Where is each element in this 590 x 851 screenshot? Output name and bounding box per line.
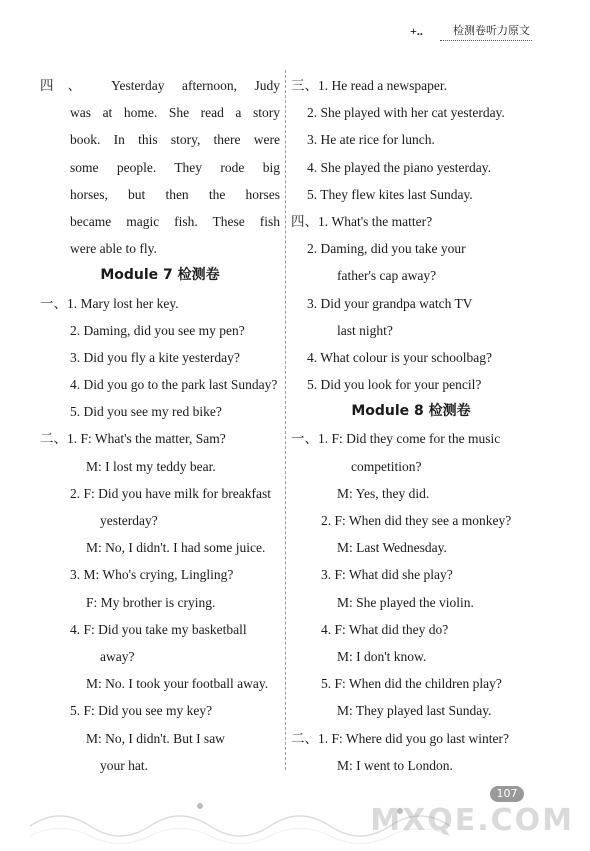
left-column xyxy=(40,72,280,779)
dialogue-line: away? xyxy=(100,648,135,664)
paragraph-line: book. In this story, there were xyxy=(70,132,280,148)
dialogue-line: M: No, I didn't. I had some juice. xyxy=(86,540,266,556)
dialogue-line: 2. Daming, did you take your xyxy=(307,241,466,257)
dialogue-line: M: I lost my teddy bear. xyxy=(86,458,216,474)
dialogue-line: 三、1. He read a newspaper. xyxy=(291,78,447,93)
dialogue-line: M: Last Wednesday. xyxy=(337,540,447,556)
dialogue-line: 5. F: Did you see my key? xyxy=(70,703,213,719)
dialogue-line: 3. He ate rice for lunch. xyxy=(307,132,435,148)
m7-part1-line: 3. Did you fly a kite yesterday? xyxy=(70,349,240,365)
column-divider xyxy=(285,70,286,770)
paragraph-line: horses, but then the horses xyxy=(70,186,280,202)
m8-block xyxy=(291,425,531,778)
section-label: 四、 xyxy=(40,78,96,93)
dialogue-line: M: No. I took your football away. xyxy=(86,676,269,692)
paragraph-line: some people. They rode big xyxy=(70,159,280,175)
watermark-logo: MXQE.COM xyxy=(370,803,574,838)
dialogue-line: 3. M: Who's crying, Lingling? xyxy=(70,567,234,583)
dialogue-line: 二、1. F: Where did you go last winter? xyxy=(291,730,509,746)
dialogue-line: 四、1. What's the matter? xyxy=(291,213,433,229)
right-column xyxy=(291,72,531,779)
dialogue-line: 4. F: Did you take my basketball xyxy=(70,621,247,637)
header-decoration: +.. xyxy=(410,24,423,38)
dialogue-line: M: I went to London. xyxy=(337,757,453,773)
dialogue-line: 一、1. F: Did they come for the music xyxy=(291,431,501,447)
dialogue-line: 2. F: Did you have milk for breakfast xyxy=(70,485,271,501)
header-label: 检测卷听力原文 xyxy=(453,24,530,37)
dialogue-line: 3. F: What did she play? xyxy=(321,567,453,583)
dialogue-line: 4. What colour is your schoolbag? xyxy=(307,349,492,365)
dialogue-line: M: Yes, they did. xyxy=(337,485,430,501)
paragraph-line: was at home. She read a story xyxy=(70,105,280,121)
dialogue-line: 3. Did your grandpa watch TV xyxy=(307,295,473,311)
dialogue-line: F: My brother is crying. xyxy=(86,594,216,610)
m6-part4-block xyxy=(291,208,531,398)
m7-part1-line: 一、1. Mary lost her key. xyxy=(40,295,179,311)
dialogue-line: last night? xyxy=(337,322,393,338)
dialogue-line: 5. They flew kites last Sunday. xyxy=(307,186,473,202)
module-8-heading: Module 8 检测卷 xyxy=(351,403,471,420)
page-number: 107 xyxy=(490,786,524,802)
m7-part1-line: 4. Did you go to the park last Sunday? xyxy=(70,377,278,393)
m7-part1-line: 5. Did you see my red bike? xyxy=(70,404,222,420)
dialogue-line: 4. She played the piano yesterday. xyxy=(307,159,491,175)
module-7-heading: Module 7 检测卷 xyxy=(100,267,220,284)
dialogue-line: M: They played last Sunday. xyxy=(337,703,492,719)
dialogue-line: father's cap away? xyxy=(337,268,437,284)
m6-part3-block xyxy=(291,72,531,208)
header-dotted-line xyxy=(440,40,532,41)
dialogue-line: 4. F: What did they do? xyxy=(321,621,449,637)
dialogue-line: M: No, I didn't. But I saw xyxy=(86,730,225,746)
m7-part2-block xyxy=(40,425,280,778)
paragraph-line: became magic fish. These fish xyxy=(70,213,280,229)
dialogue-line: yesterday? xyxy=(100,513,158,528)
dialogue-line: 2. F: When did they see a monkey? xyxy=(321,513,512,528)
dialogue-line: 2. She played with her cat yesterday. xyxy=(307,105,505,121)
dialogue-line: 二、1. F: What's the matter, Sam? xyxy=(40,431,226,447)
m7-part1-line: 2. Daming, did you see my pen? xyxy=(70,322,245,338)
paragraph-line: were able to fly. xyxy=(70,241,157,257)
dialogue-line: 5. F: When did the children play? xyxy=(321,676,502,692)
dialogue-line: 5. Did you look for your pencil? xyxy=(307,377,482,393)
dialogue-line: competition? xyxy=(351,458,422,474)
dialogue-line: M: I don't know. xyxy=(337,648,427,664)
paragraph-line: 四、 Yesterday afternoon, Judy xyxy=(40,78,281,93)
dialogue-line: M: She played the violin. xyxy=(337,594,474,610)
dialogue-line: your hat. xyxy=(100,757,148,773)
